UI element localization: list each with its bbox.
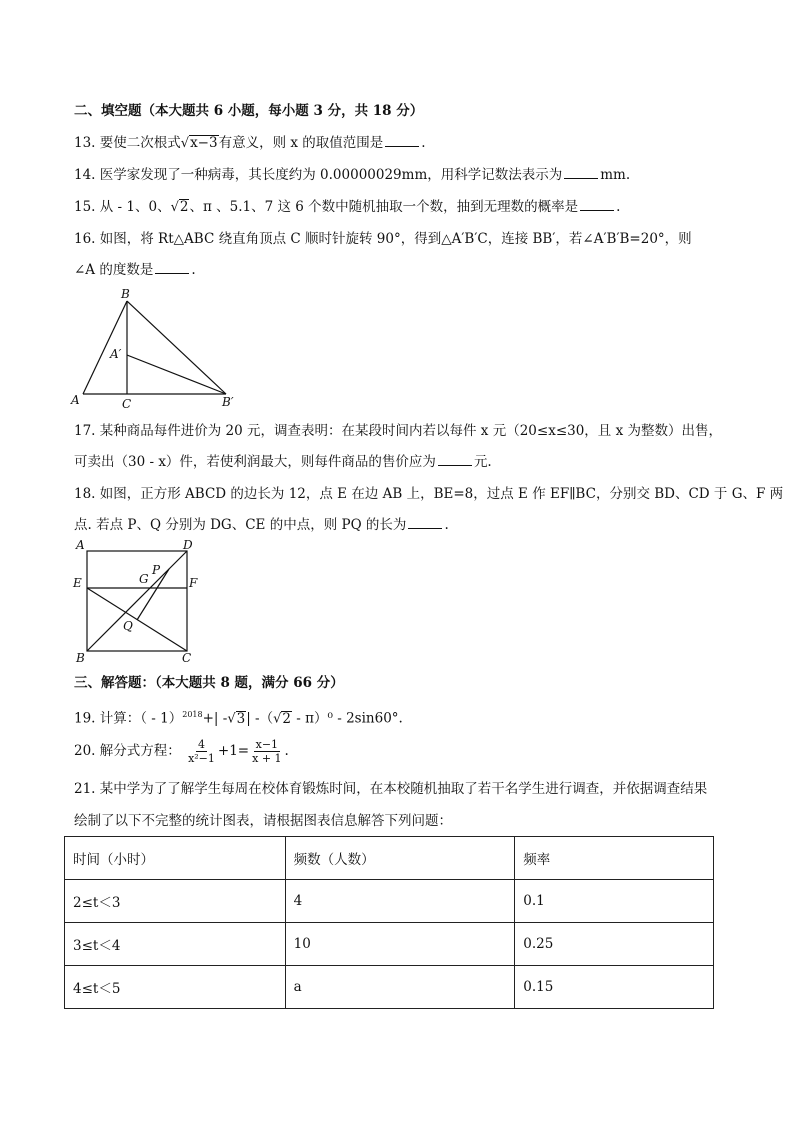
table-header-cell: 频率 bbox=[515, 837, 714, 880]
segment-BB-prime bbox=[127, 301, 226, 394]
table-cell: 4 bbox=[285, 880, 515, 923]
table-cell: 0.1 bbox=[515, 880, 714, 923]
question-17-line-2: 可卖出（30 - x）件，若使利润最大，则每件商品的售价应为 元. bbox=[74, 454, 492, 470]
radicand: 2 bbox=[282, 710, 292, 727]
table-cell: 4≤t＜5 bbox=[65, 966, 286, 1009]
table-cell: 10 bbox=[285, 923, 515, 966]
question-21-line-1: 21. 某中学为了了解学生每周在校体育锻炼时间，在本校随机抽取了若干名学生进行调查，并依据调查结果 bbox=[74, 781, 708, 797]
label-B: B bbox=[76, 651, 85, 665]
question-19: 19. 计算：（ - 1）$^{2018}$+| -√3| -（√2 - π）⁰ - 2sin60°. bbox=[74, 710, 403, 727]
question-18-line-1: 18. 如图，正方形 ABCD 的边长为 12，点 E 在边 AB 上，BE=8，过点 E 作 EF∥BC，分别交 BD、CD 于 G、F 两 bbox=[74, 486, 784, 502]
answer-blank bbox=[438, 452, 472, 466]
label-Q: Q bbox=[123, 619, 133, 633]
table-row bbox=[65, 923, 714, 966]
answer-blank bbox=[408, 515, 442, 529]
label-B: B bbox=[121, 287, 130, 301]
sqrt-sign: √ bbox=[170, 200, 179, 215]
exponent: 2018 bbox=[182, 710, 203, 719]
section-2-heading: 二、填空题（本大题共 6 小题，每小题 3 分，共 18 分） bbox=[74, 103, 424, 119]
table-header-cell: 时间（小时） bbox=[65, 837, 286, 880]
question-13: 13. 要使二次根式√x−3有意义，则 x 的取值范围是 . bbox=[74, 135, 426, 151]
table-cell: 2≤t＜3 bbox=[65, 880, 286, 923]
answer-blank bbox=[580, 197, 614, 211]
table-cell: 3≤t＜4 bbox=[65, 923, 286, 966]
table-header-row bbox=[65, 837, 714, 880]
radicand: 3 bbox=[236, 710, 246, 727]
question-20: 20. 解分式方程： $\frac{4}{\text{x²−1}}$ +1= $\frac{x-1}{x + 1}$ . bbox=[74, 738, 289, 765]
label-C: C bbox=[122, 397, 132, 411]
label-E: E bbox=[73, 576, 82, 590]
section-3-heading: 三、解答题：（本大题共 8 题，满分 66 分） bbox=[74, 675, 344, 691]
fraction-1: $\frac{4}{\text{x²−1}}$ bbox=[188, 738, 215, 765]
question-21-line-2: 绘制了以下不完整的统计图表，请根据图表信息解答下列问题： bbox=[74, 813, 452, 829]
label-D: D bbox=[183, 538, 193, 552]
sqrt-sign: √ bbox=[273, 711, 282, 727]
label-F: F bbox=[189, 576, 198, 590]
label-A-prime: A′ bbox=[110, 347, 122, 361]
table-cell: 0.25 bbox=[515, 923, 714, 966]
table-cell: a bbox=[285, 966, 515, 1009]
label-C: C bbox=[182, 651, 192, 665]
fraction-2: $\frac{x-1}{x + 1}$ bbox=[252, 738, 282, 765]
label-A: A bbox=[76, 538, 85, 552]
answer-blank bbox=[155, 260, 189, 274]
sqrt-sign: √ bbox=[180, 136, 190, 151]
question-17-line-1: 17. 某种商品每件进价为 20 元，调查表明：在某段时间内若以每件 x 元（20≤x≤30，且 x 为整数）出售， bbox=[74, 423, 723, 439]
sqrt-sign: √ bbox=[227, 711, 236, 727]
segment-BD bbox=[87, 551, 187, 651]
label-P: P bbox=[152, 563, 161, 577]
question-16-line-1: 16. 如图，将 Rt△ABC 绕直角顶点 C 顺时针旋转 90°，得到△A′B′C，连接 BB′，若∠A′B′B=20°，则 bbox=[74, 231, 692, 247]
segment-A-prime-B-prime bbox=[127, 355, 226, 394]
radicand: 2 bbox=[179, 199, 189, 215]
table-header-cell: 频数（人数） bbox=[285, 837, 515, 880]
question-14: 14. 医学家发现了一种病毒，其长度约为 0.00000029mm，用科学记数法表示为 mm. bbox=[74, 167, 631, 183]
table-row bbox=[65, 880, 714, 923]
label-G: G bbox=[139, 572, 149, 586]
radicand: x−3 bbox=[190, 135, 218, 151]
label-B-prime: B′ bbox=[222, 395, 234, 409]
answer-blank bbox=[385, 133, 419, 147]
answer-blank bbox=[564, 165, 598, 179]
question-16-line-2: ∠A 的度数是 . bbox=[74, 262, 196, 278]
figure-18 bbox=[66, 536, 206, 666]
question-15: 15. 从 - 1、0、√2、π 、5.1、7 这 6 个数中随机抽取一个数，抽到无理数的概率是 . bbox=[74, 199, 621, 215]
frequency-table bbox=[64, 836, 714, 1009]
question-18-line-2: 点. 若点 P、Q 分别为 DG、CE 的中点，则 PQ 的长为 . bbox=[74, 517, 449, 533]
table-row bbox=[65, 966, 714, 1009]
label-A: A bbox=[71, 393, 80, 407]
figure-16 bbox=[66, 284, 246, 412]
table-cell: 0.15 bbox=[515, 966, 714, 1009]
